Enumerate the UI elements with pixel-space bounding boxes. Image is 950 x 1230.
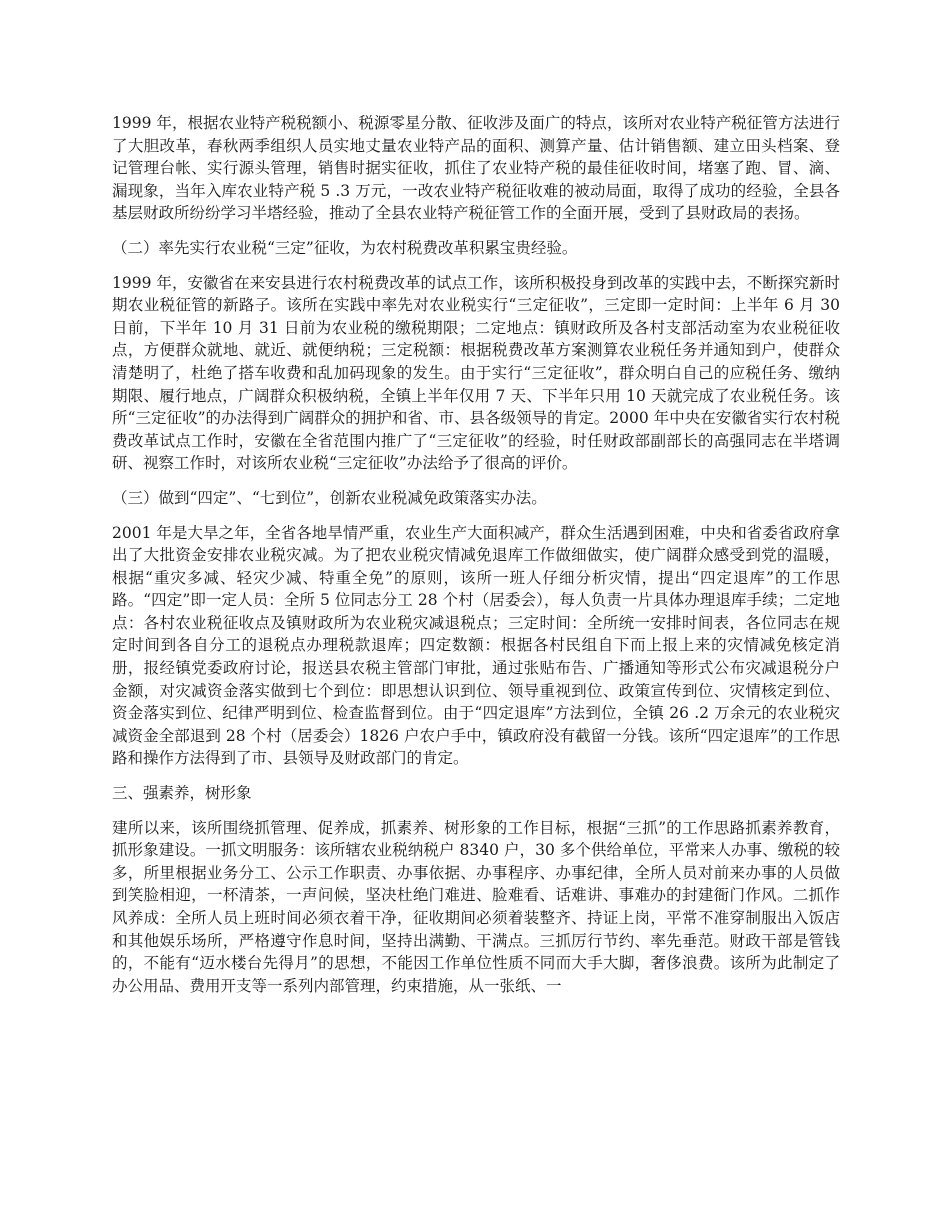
paragraph-special-tax-reform: 1999 年，根据农业特产税税额小、税源零星分散、征收涉及面广的特点，该所对农业特产税征管方法进行了大胆改革，春秋两季组织人员实地丈量农业特产品的面积、测算产量、估计销售额、建立田头档案、登记管理台帐、实行源头管理，销售时据实征收，抓住了农业特产税的最佳征收时间，堵塞了跑、冒、滴、漏现象，当年入库农业特产税 5 .3 万元，一改农业特产税征收难的被动局面，取得了成功的经验，全县各基层财政所纷纷学习半塔经验，推动了全县农业特产税征管工作的全面开展，受到了县财政局的表扬。	[112, 114, 840, 223]
document-page	[112, 112, 840, 1009]
paragraph-four-fixed-refund: 2001 年是大旱之年，全省各地旱情严重，农业生产大面积减产，群众生活遇到困难，中央和省委省政府拿出了大批资金安排农业税灾减。为了把农业税灾情减免退库工作做细做实，使广阔群众感受到党的温暖，根据“重灾多减、轻灾少减、特重全免”的原则，该所一班人仔细分析灾情，提出“四定退库”的工作思路。“四定”即一定人员：全所 5 位同志分工 28 个村（居委会），每人负责一片具体办理退库手续；二定地点：各村农业税征收点及镇财政所为农业税灾减退税点；三定时间：全所统一安排时间表，各位同志在规定时间到各自分工的退税点办理税款退库；四定数额：根据各村民组自下而上报上来的灾情减免核定消册，报经镇党委政府讨论，报送县农税主管部门审批，通过张贴布告、广播通知等形式公布灾减退税分户金额，对灾减资金落实做到七个到位：即思想认识到位、领导重视到位、政策宣传到位、灾情核定到位、资金落实到位、纪律严明到位、检查监督到位。由于“四定退库”方法到位，全镇 26 .2 万余元的农业税灾减资金全部退到 28 个村（居委会）1826 户农户手中，镇政府没有截留一分钱。该所“四定退库”的工作思路和操作方法得到了市、县领导及财政部门的肯定。	[112, 523, 840, 768]
paragraph-quality-image: 建所以来，该所围绕抓管理、促养成，抓素养、树形象的工作目标，根据“三抓”的工作思路抓素养教育，抓形象建设。一抓文明服务：该所辖农业税纳税户 8340 户，30 多个供给单位，平常来人办事、缴税的较多，所里根据业务分工、公示工作职责、办事依据、办事程序、办事纪律，全所人员对前来办事的人员做到笑脸相迎，一杯清茶，一声问候，坚决杜绝门难进、脸难看、话难讲、事难办的封建衙门作风。二抓作风养成：全所人员上班时间必须衣着干净，征收期间必须着装整齐、持证上岗，平常不准穿制服出入饭店和其他娱乐场所，严格遵守作息时间，坚持出满勤、干满点。三抓厉行节约、率先垂范。财政干部是管钱的，不能有“迈水楼台先得月”的思想，不能因工作单位性质不同而大手大脚，奢侈浪费。该所为此制定了办公用品、费用开支等一系列内部管理，约束措施，从一张纸、一	[112, 818, 840, 995]
section-heading-quality-image: 三、强素养，树形象	[112, 784, 252, 803]
section-heading-three-fixed: （二）率先实行农业税“三定”征收，为农村税费改革积累宝贵经验。	[112, 238, 578, 257]
paragraph-three-fixed-collection: 1999 年，安徽省在来安县进行农村税费改革的试点工作，该所积极投身到改革的实践中去，不断探究新时期农业税征管的新路子。该所在实践中率先对农业税实行“三定征收”，三定即一定时间：上半年 6 月 30 日前，下半年 10 月 31 日前为农业税的缴税期限；二定地点：镇财政所及各村支部活动室为农业税征收点，方便群众就地、就近、就便纳税；三定税额：根据税费改革方案测算农业税任务并通知到户，使群众清楚明了，杜绝了搭车收费和乱加码现象的发生。由于实行“三定征收”，群众明白自己的应税任务、缴纳期限、履行地点，广阔群众积极纳税，全镇上半年仅用 7 天、下半年只用 10 天就完成了农业税任务。该所“三定征收”的办法得到广阔群众的拥护和省、市、县各级领导的肯定。2000 年中央在安徽省实行农村税费改革试点工作时，安徽在全省范围内推广了“三定征收”的经验，时任财政部副部长的高强同志在半塔调研、视察工作时，对该所农业税“三定征收”办法给予了很高的评价。	[112, 273, 840, 473]
section-heading-four-fixed: （三）做到“四定”、“七到位”，创新农业税减免政策落实办法。	[112, 488, 547, 507]
